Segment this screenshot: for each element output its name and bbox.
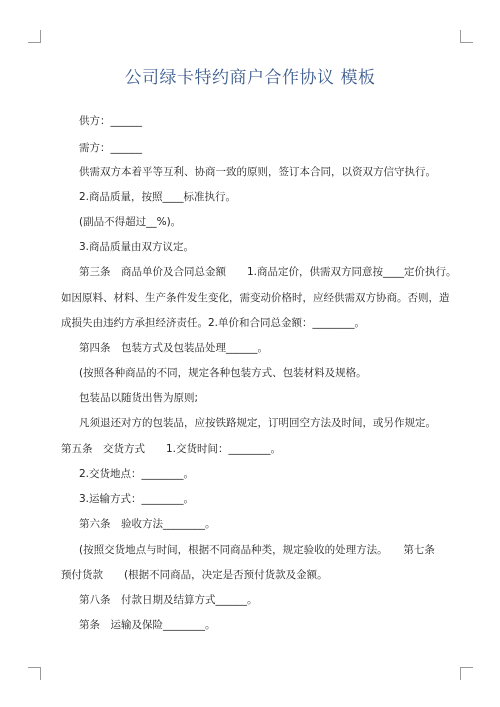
- article-5-heading: 第五条 交货方式 1.交货时间：________。: [61, 443, 282, 455]
- packaging-note: (按照各种商品的不同，规定各种包装方式、包装材料及规格。: [79, 367, 367, 379]
- crop-mark-top-right: [460, 30, 473, 43]
- article-4-heading: 第四条 包装方式及包装品处理______。: [79, 342, 268, 354]
- article-3-body-line-1: 如因原料、材料、生产条件发生变化，需变动价格时，应经供需双方协商。否则，造: [61, 292, 450, 304]
- supplier-line: 供方：______: [79, 115, 142, 127]
- article-3-body-line-2: 成损失由违约方承担经济责任。2.单价和合同总金额：________。: [61, 317, 366, 329]
- crop-mark-top-left: [28, 30, 41, 43]
- crop-mark-bottom-left: [28, 667, 41, 680]
- defect-limit-note: (副品不得超过__%)。: [79, 216, 182, 228]
- article-7-prepayment: 预付货款 (根据不同商品，决定是否预付货款及金额。: [61, 569, 328, 581]
- article-6-heading: 第六条 验收方法________。: [79, 518, 216, 530]
- crop-mark-bottom-right: [460, 667, 473, 680]
- article-3-heading: 第三条 商品单价及合同总金额 1.商品定价，供需双方同意按____定价执行。: [79, 266, 457, 278]
- article-8-heading: 第八条 付款日期及结算方式______。: [79, 594, 258, 606]
- quality-standard-clause: 2.商品质量，按照____标准执行。: [79, 191, 237, 203]
- packaging-return-note: 凡须退还对方的包装品，应按铁路规定，订明回空方法及时间，或另作规定。: [79, 417, 436, 429]
- transport-method-clause: 3.运输方式：________。: [79, 493, 195, 505]
- delivery-location-clause: 2.交货地点：________。: [79, 468, 195, 480]
- document-title: 公司绿卡特约商户合作协议 模板: [124, 68, 376, 88]
- preamble-paragraph: 供需双方本着平等互利、协商一致的原则，签订本合同，以资双方信守执行。: [79, 166, 436, 178]
- buyer-line: 需方：______: [79, 142, 142, 154]
- transport-insurance-heading: 第条 运输及保险________。: [79, 619, 216, 631]
- quality-agreement-clause: 3.商品质量由双方议定。: [79, 241, 195, 253]
- packaging-sale-note: 包装品以随货出售为原则;: [79, 392, 199, 404]
- inspection-note: (按照交货地点与时间，根据不同商品种类，规定验收的处理方法。 第七条: [79, 544, 435, 556]
